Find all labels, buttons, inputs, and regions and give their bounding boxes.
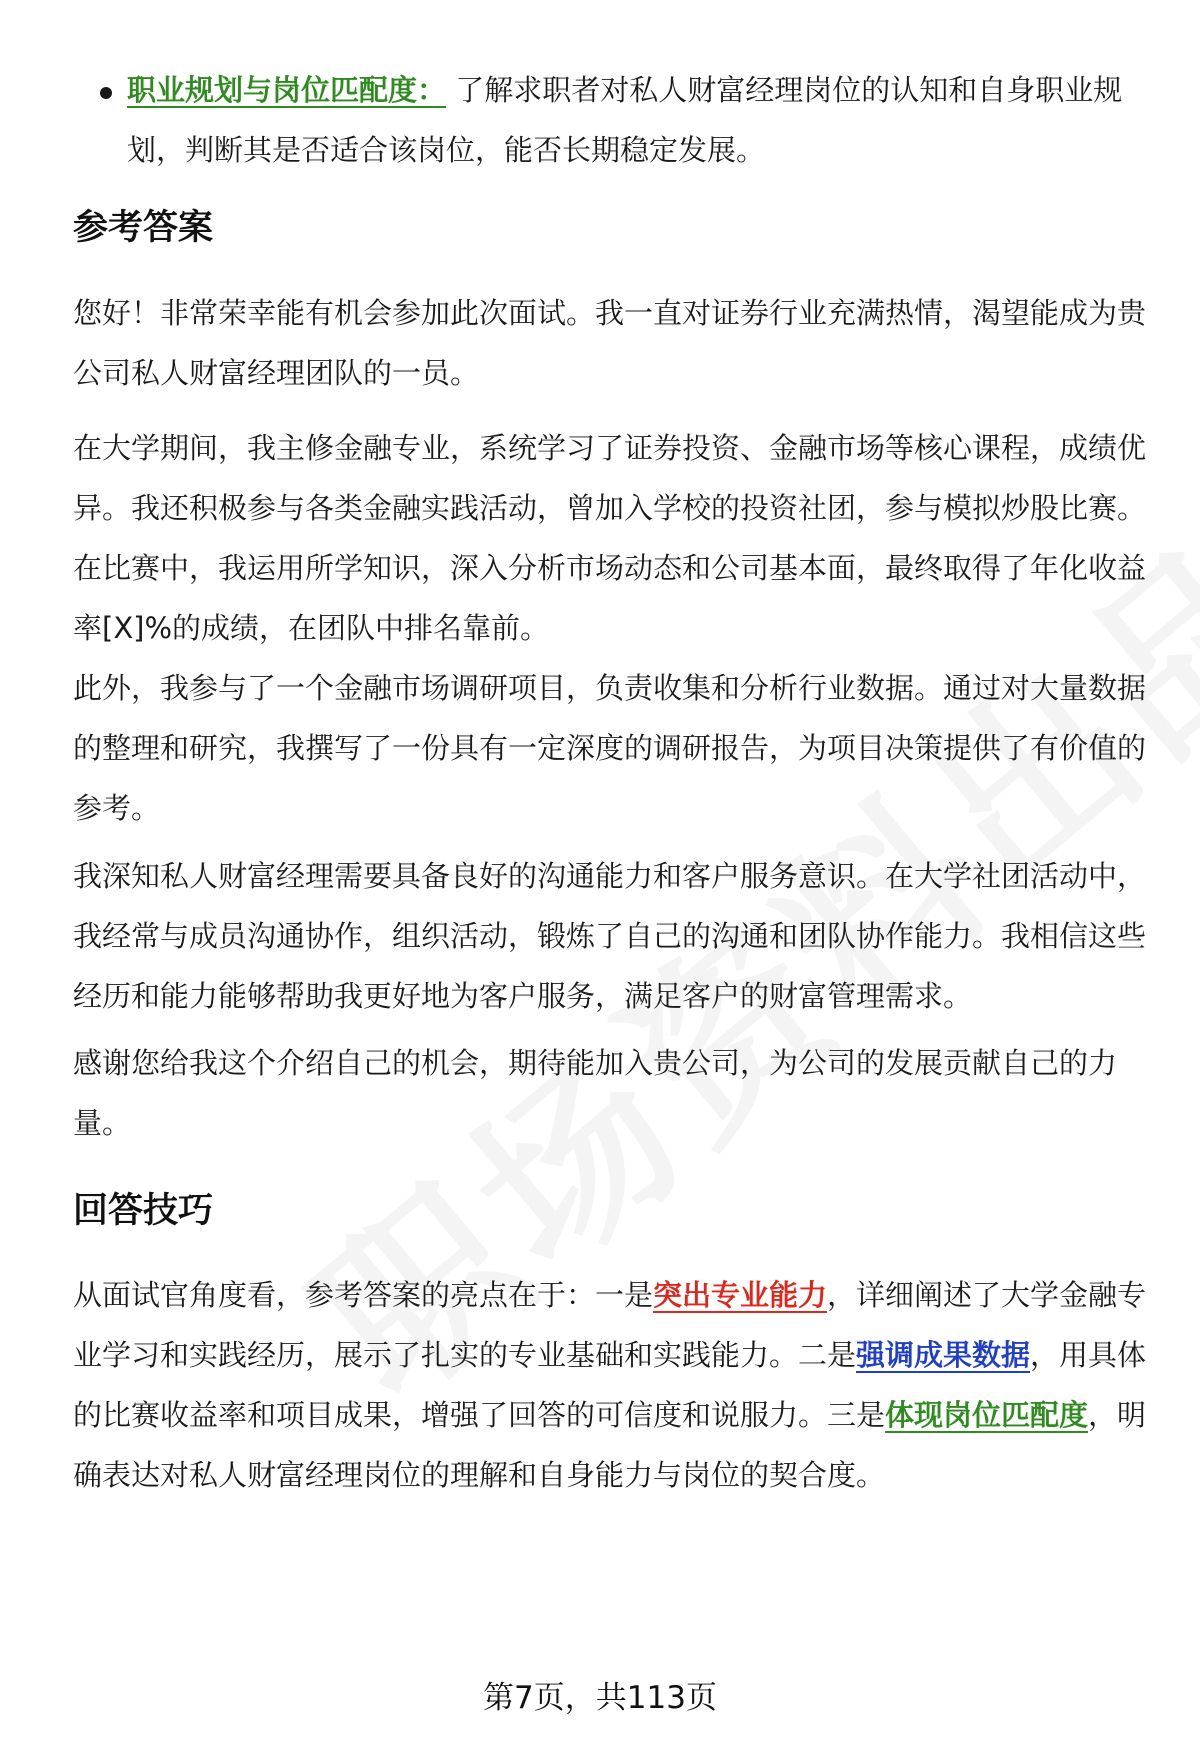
- tips-text-4: ，明确表达对私人财富经理岗位的理解和自身能力与岗位的契合度。: [73, 1398, 1147, 1492]
- highlight-result-data: 强调成果数据: [856, 1338, 1031, 1372]
- paragraph-1: 您好！非常荣幸能有机会参加此次面试。我一直对证券行业充满热情，渴望能成为贵公司私人财富经理团队的一员。: [73, 296, 1147, 390]
- paragraph-4: 我深知私人财富经理需要具备良好的沟通能力和客户服务意识。在大学社团活动中，我经常与成员沟通协作，组织活动，锻炼了自己的沟通和团队协作能力。我相信这些经历和能力能够帮助我更好地为客户服务，满足客户的财富管理需求。: [73, 859, 1147, 1013]
- highlight-job-match: 体现岗位匹配度: [885, 1398, 1089, 1432]
- tips-paragraph: [73, 1265, 1147, 1505]
- heading-reference-answer: 参考答案: [73, 208, 214, 248]
- bullet-label-link[interactable]: 职业规划与岗位匹配度：: [127, 73, 447, 107]
- heading-answer-tips: 回答技巧: [73, 1191, 214, 1231]
- bullet-body: 了解求职者对私人财富经理岗位的认知和自身职业规划，判断其是否适合该岗位，能否长期稳定发展。: [127, 73, 1123, 167]
- tips-text-1: 从面试官角度看，参考答案的亮点在于：一是: [73, 1278, 654, 1312]
- highlight-professional-ability: 突出专业能力: [653, 1278, 828, 1312]
- bullet-item: [73, 60, 1147, 180]
- tips-text-2: ，详细阐述了大学金融专业学习和实践经历，展示了扎实的专业基础和实践能力。二是: [73, 1278, 1147, 1372]
- bullet-text: [127, 60, 1147, 180]
- paragraph-3: 此外，我参与了一个金融市场调研项目，负责收集和分析行业数据。通过对大量数据的整理和研究，我撰写了一份具有一定深度的调研报告，为项目决策提供了有价值的参考。: [73, 671, 1147, 825]
- paragraph-5: 感谢您给我这个介绍自己的机会，期待能加入贵公司，为公司的发展贡献自己的力量。: [73, 1046, 1118, 1140]
- paragraph-2: 在大学期间，我主修金融专业，系统学习了证券投资、金融市场等核心课程，成绩优异。我还积极参与各类金融实践活动，曾加入学校的投资社团，参与模拟炒股比赛。在比赛中，我运用所学知识，深入分析市场动态和公司基本面，最终取得了年化收益率[X]%的成绩，在团队中排名靠前。: [73, 431, 1147, 645]
- page-footer: 第7页，共113页: [483, 1680, 717, 1716]
- tips-text-3: ，用具体的比赛收益率和项目成果，增强了回答的可信度和说服力。三是: [73, 1338, 1147, 1432]
- bullet-dot: [100, 87, 112, 99]
